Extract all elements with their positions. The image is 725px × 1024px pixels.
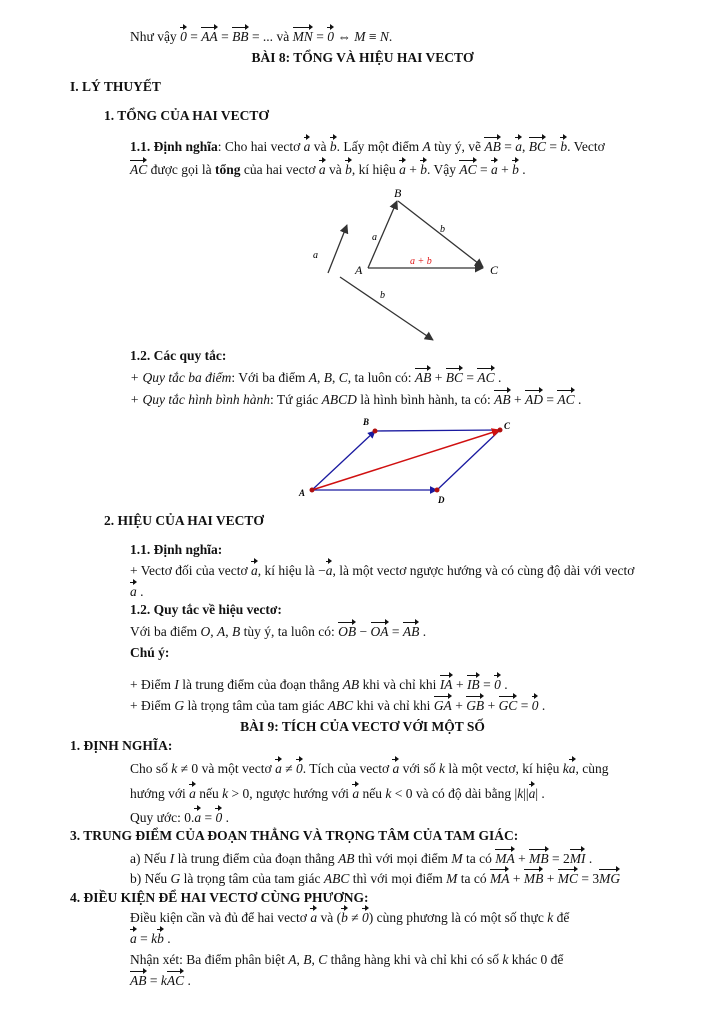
label-a-plus-b: a + b — [410, 256, 432, 267]
centroid-note: + Điểm G là trọng tâm của tam giác ABC khi và chỉ khi GA + GB + GC = 0 . — [130, 698, 546, 713]
midpoint-note: + Điểm I là trung điểm của đoạn thẳng AB khi và chỉ khi IA + IB = 0 . — [130, 677, 508, 692]
collinear-condition-line1: Điều kiện cần và đủ để hai vectơ a và (b ≠ 0) cùng phương là có một số thực k để — [130, 910, 570, 925]
label-b-free: b — [380, 290, 385, 301]
label-D: D — [438, 495, 445, 505]
collinear-remark-line2: AB = kAC . — [130, 973, 191, 988]
parallelogram-rule: + Quy tắc hình bình hành: Tứ giác ABCD là hình bình hành, ta có: AB + AD = AC . — [130, 392, 582, 407]
label-b-side: b — [440, 224, 445, 235]
scalar-definition-line1: Cho số k ≠ 0 và một vectơ a ≠ 0. Tích của vectơ a với số k là một vectơ, kí hiệu ka, cùng — [130, 761, 609, 776]
collinear-condition-line2: a = kb . — [130, 931, 171, 946]
difference-definition-heading: 1.1. Định nghĩa: — [130, 542, 223, 557]
point-D — [435, 488, 440, 493]
vector-a-free — [328, 225, 347, 273]
sum-definition-line2: AC được gọi là tổng của hai vectơ a và b, kí hiệu a + b. Vậy AC = a + b . — [130, 162, 526, 177]
collinear-remark-line1: Nhận xét: Ba điểm phân biệt A, B, C thẳng hàng khi và chỉ khi có số k khác 0 để — [130, 952, 564, 967]
convention-line: Quy ước: 0.a = 0 . — [130, 810, 229, 825]
label-C: C — [504, 421, 511, 431]
midpoint-property: a) Nếu I là trung điểm của đoạn thẳng AB thì với mọi điểm M ta có MA + MB = 2MI . — [130, 851, 593, 866]
label-a-side: a — [372, 232, 377, 243]
intro-line: Như vậy 0 = AA = BB = ... và MN = 0 ⇔ M ≡ N. — [130, 29, 393, 44]
opposite-vector-line2: a . — [130, 584, 144, 599]
difference-heading: 2. HIỆU CỦA HAI VECTƠ — [104, 513, 264, 528]
rules-heading: 1.2. Các quy tắc: — [130, 348, 227, 363]
midpoint-centroid-heading: 3. TRUNG ĐIỂM CỦA ĐOẠN THẲNG VÀ TRỌNG TÂM CỦA TAM GIÁC: — [70, 828, 519, 843]
point-C — [498, 428, 503, 433]
point-B — [373, 429, 378, 434]
point-label-C: C — [490, 263, 499, 277]
label-A: A — [299, 488, 306, 498]
point-label-B: B — [394, 186, 402, 200]
side-CD — [437, 430, 500, 490]
definition-heading: 1. ĐỊNH NGHĨA: — [70, 738, 173, 753]
difference-rule-heading: 1.2. Quy tắc về hiệu vectơ: — [130, 602, 282, 617]
parallelogram-figure — [290, 413, 530, 513]
point-label-A: A — [355, 263, 363, 277]
collinear-heading: 4. ĐIỀU KIỆN ĐỂ HAI VECTƠ CÙNG PHƯƠNG: — [70, 890, 369, 905]
sum-definition-line1: 1.1. Định nghĩa: Cho hai vectơ a và b. Lấy một điểm A tùy ý, vẽ AB = a, BC = b. Vectơ — [130, 139, 605, 154]
label-B: B — [363, 417, 370, 427]
scalar-definition-line2: hướng với a nếu k > 0, ngược hướng với a nếu k < 0 và có độ dài bằng |k||a| . — [130, 786, 545, 801]
section-theory-heading: I. LÝ THUYẾT — [70, 79, 161, 94]
diagonal-AC — [312, 430, 500, 490]
label-a-free: a — [313, 250, 318, 261]
triangle-sum-figure — [300, 185, 520, 345]
three-point-rule: + Quy tắc ba điểm: Với ba điểm A, B, C, ta luôn có: AB + BC = AC . — [130, 370, 502, 385]
side-AB — [312, 431, 375, 490]
vector-b-free — [340, 277, 433, 340]
difference-rule: Với ba điểm O, A, B tùy ý, ta luôn có: OB − OA = AB . — [130, 624, 427, 639]
side-BC — [375, 430, 500, 431]
note-heading: Chú ý: — [130, 645, 170, 660]
centroid-property: b) Nếu G là trọng tâm của tam giác ABC thì với mọi điểm M ta có MA + MB + MC = 3MG — [130, 871, 621, 886]
sum-of-vectors-heading: 1. TỔNG CỦA HAI VECTƠ — [104, 108, 269, 123]
opposite-vector-line1: + Vectơ đối của vectơ a, kí hiệu là −a, là một vectơ ngược hướng và có cùng độ dài với vectơ — [130, 563, 635, 578]
point-A — [310, 488, 315, 493]
lesson8-title: BÀI 8: TỔNG VÀ HIỆU HAI VECTƠ — [251, 50, 474, 65]
lesson9-title: BÀI 9: TÍCH CỦA VECTƠ VỚI MỘT SỐ — [240, 719, 485, 734]
